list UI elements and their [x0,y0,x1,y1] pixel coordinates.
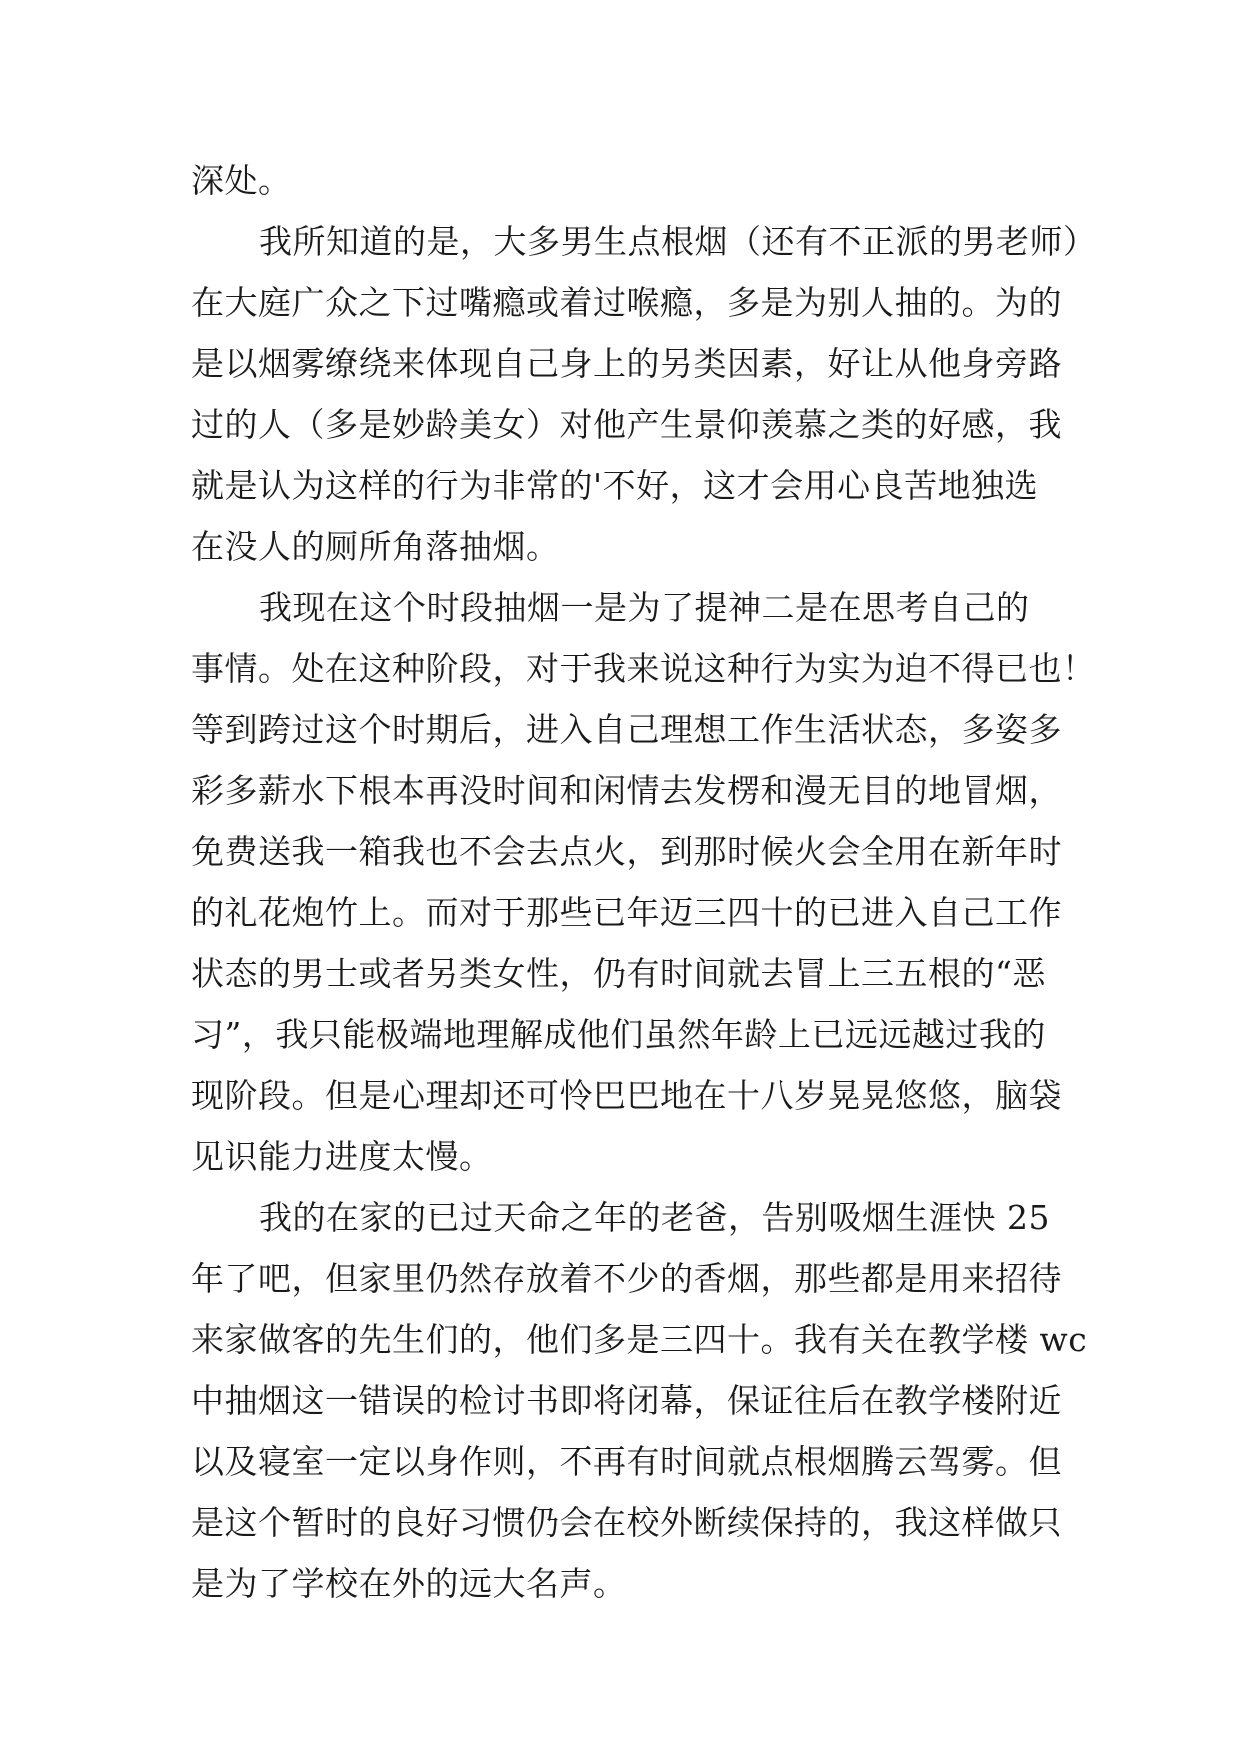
text-line: 等到跨过这个时期后，进入自己理想工作生活状态，多姿多 [191,710,1062,749]
text-line: 深处。 [191,161,292,200]
text-line: 在没人的厕所角落抽烟。 [191,527,560,566]
text-line: 的礼花炮竹上。而对于那些已年迈三四十的已进入自己工作 [191,893,1062,932]
text-line: 现阶段。但是心理却还可怜巴巴地在十八岁晃晃悠悠，脑袋 [191,1076,1062,1115]
text-line: 来家做客的先生们的，他们多是三四十。我有关在教学楼 wc [191,1320,1088,1359]
text-line: 是为了学校在外的远大名声。 [191,1564,627,1603]
text-line: 过的人（多是妙龄美女）对他产生景仰羡慕之类的好感，我 [191,405,1062,444]
text-line: 年了吧，但家里仍然存放着不少的香烟，那些都是用来招待 [191,1259,1062,1298]
text-line: 习”，我只能极端地理解成他们虽然年龄上已远远越过我的 [191,1015,1046,1054]
text-line: 在大庭广众之下过嘴瘾或着过喉瘾，多是为别人抽的。为的 [191,283,1062,322]
text-line: 是这个暂时的良好习惯仍会在校外断续保持的，我这样做只 [191,1503,1062,1542]
text-line: 彩多薪水下根本再没时间和闲情去发楞和漫无目的地冒烟， [191,771,1062,810]
text-line: 状态的男士或者另类女性，仍有时间就去冒上三五根的“恶 [191,954,1046,993]
text-line: 中抽烟这一错误的检讨书即将闭幕，保证往后在教学楼附近 [191,1381,1062,1420]
paragraph-first-line: 我所知道的是，大多男生点根烟（还有不正派的男老师） [259,222,1097,261]
text-line: 见识能力进度太慢。 [191,1137,493,1176]
text-line: 免费送我一箱我也不会去点火，到那时候火会全用在新年时 [191,832,1062,871]
text-line: 事情。处在这种阶段，对于我来说这种行为实为迫不得已也！ [191,649,1096,688]
essay-body [191,150,1097,1614]
text-line: 就是认为这样的行为非常的'不好，这才会用心良苦地独选 [191,466,1039,505]
paragraph-first-line: 我的在家的已过天命之年的老爸，告别吸烟生涯快 25 [259,1198,1050,1237]
paragraph-first-line: 我现在这个时段抽烟一是为了提神二是在思考自己的 [259,588,1030,627]
text-line: 以及寝室一定以身作则，不再有时间就点根烟腾云驾雾。但 [191,1442,1062,1481]
text-line: 是以烟雾缭绕来体现自己身上的另类因素，好让从他身旁路 [191,344,1062,383]
